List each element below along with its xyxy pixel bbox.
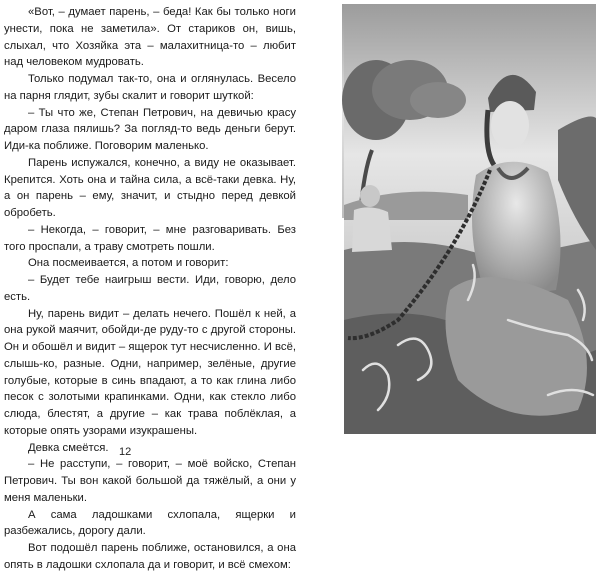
page-number: 12 xyxy=(119,446,132,458)
paragraph: А сама ладошками схлопала, ящерки и разбежались, дорогу дали. xyxy=(4,508,296,538)
paragraph: – Будет тебе наигрыш вести. Иди, говорю, дело есть. xyxy=(4,274,296,303)
paragraph: – Ты что же, Степан Петрович, на девичью красу даром глаза пялишь? За погляд-то ведь деньги берут. Иди-ка поближе. Поговорим маленько. xyxy=(4,106,296,152)
paragraph: Только подумал так-то, она и оглянулась. Весело на парня глядит, зубы скалит и говорит шуткой: xyxy=(4,73,296,102)
paragraph: – Некогда, – говорит, – мне разговаривать. Без того проспали, а траву смотреть пошли. xyxy=(4,223,296,253)
paragraph: Она посмеивается, а потом и говорит: xyxy=(28,257,229,270)
paragraph: «Вот, – думает парень, – беда! Как бы только ноги унести, пока не заметила». От стариков он, вишь, слыхал, что Хозяйка эта – малахитница-то – любит над человеком мудровать. xyxy=(4,6,296,69)
illustration-image xyxy=(338,0,600,440)
paragraph: – Не расступи, – говорит, – моё войско, Степан Петрович. Ты вон какой большой да тяжёлый, а они у меня маленьки. xyxy=(4,458,296,504)
paragraph: Парень испужался, конечно, а виду не оказывает. Крепится. Хоть она и тайна сила, а всё-таки девка. Ну, а он парень – ему, значит, и стыдно перед девкой обробеть. xyxy=(4,156,296,219)
paragraph: Ну, парень видит – делать нечего. Пошёл к ней, а она рукой маячит, обойди-де руду-то с другой стороны. Он и обошёл и видит – ящерок тут несчисленно. И всё, слышь-ко, разные. Одни, например, зелёные, другие голубые, которые в синь впадают, а то как глина либо песок с золотыми крапинками. Одни, как стекло либо слюда, блестят, а другие – как трава поблёклая, а которые опять узорами изукрашены. xyxy=(4,307,296,437)
paragraph: Девка смеётся. xyxy=(28,441,109,454)
paragraph: Вот подошёл парень поближе, остановился, а она опять в ладошки схлопала да и говорит, и всё смехом: xyxy=(4,542,296,571)
text-column xyxy=(4,4,296,574)
